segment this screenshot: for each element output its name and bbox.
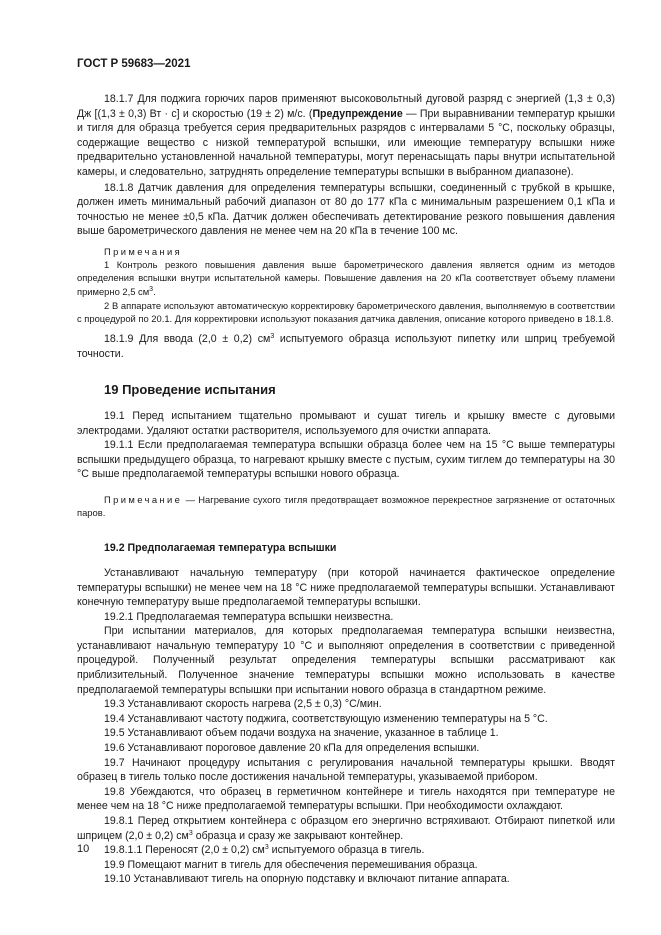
paragraph-18-1-7 <box>77 92 615 180</box>
paragraph-text: — При выравнивании температур крышки и тигля для образца требуется серия предварительных разрядов с интервалами 5 °С, поскольку образцы, содержащие вещество с низкой температурой вспышки, или имеющие температуру вспышки ниже предварительно установленной начальной температуры, могут перенасыщать пары внутри испытательной камеры, и следовательно, затруднять определение температуры вспышки в выбранном диапазоне). <box>77 107 616 178</box>
paragraph-19-1: 19.1 Перед испытанием тщательно промывают и сушат тигель и крышку вместе с дуговыми электродами. Удаляют остатки растворителя, используемого для очистки аппарата. <box>77 409 615 437</box>
paragraph-19-4: 19.4 Устанавливают частоту поджига, соответствующую изменению температуры на 5 °С. <box>104 712 548 725</box>
paragraph-19-2-1: 19.2.1 Предполагаемая температура вспышки неизвестна. <box>104 610 394 623</box>
paragraph-19-6: 19.6 Устанавливают пороговое давление 20 кПа для определения вспышки. <box>104 742 480 755</box>
paragraph-text: испытуемого образца в тигель. <box>268 844 425 857</box>
paragraph-text: образца и сразу же закрывают контейнер. <box>192 829 404 842</box>
note-2: 2 В аппарате используют автоматическую корректировку барометрического давления, выполняемую в соответствии с процедурой по 20.1. Для корректировки используют показания датчика давления, описание которого приведено в 18.1.8. <box>77 299 615 324</box>
paragraph-19-2-1-text: При испытании материалов, для которых предполагаемая температура вспышки неизвестна, устанавливают начальную температуру 10 °С и выполняют определения в соответствии с приведенной процедурой. Полученный результат определения температуры вспышки рассматривают как приблизительный. Полученное значение температуры вспышки можно использовать в качестве предполагаемой температуры вспышки при испытании нового образца в стандартном режиме. <box>77 625 615 696</box>
standard-header: ГОСТ Р 59683—2021 <box>77 58 191 70</box>
paragraph-19-7: 19.7 Начинают процедуру испытания с регулирования начальной температуры крышки. Вводят образец в тигель только после достижения начальной температуры, указываемой прибором. <box>77 756 615 784</box>
superscript: 3 <box>264 844 269 852</box>
note-text: 1 Контроль резкого повышения давления выше барометрического давления является одним из методов определения вспышки внутри испытательной камеры. Повышение давления на 20 кПа соответствует объему пламени примерно 2,5 см <box>77 259 615 297</box>
paragraph-text: 19.8.1 Перед открытием контейнера с образцом его энергично встряхивают. Отбирают пипеткой или шприцем (2,0 ± 0,2) см <box>77 815 615 842</box>
subsection-title: 19.2 Предполагаемая температура вспышки <box>104 542 337 555</box>
paragraph-19-3: 19.3 Устанавливают скорость нагрева (2,5 ± 0,3) °С/мин. <box>104 698 382 711</box>
paragraph-18-1-9 <box>77 332 615 361</box>
paragraph-18-1-8: 18.1.8 Датчик давления для определения температуры вспышки, соединенный с трубкой в крышке, должен иметь минимальный рабочий диапазон от 80 до 177 кПа с минимальным разрешением 0,1 кПа и точностью не менее ±0,5 кПа. Датчик должен обеспечивать детектирование резкого повышения давления выше барометрического давления не менее чем на 20 кПа в течение 100 мс. <box>77 181 615 238</box>
document-body <box>77 92 615 887</box>
paragraph-text: 18.1.7 Для поджига горючих паров применяют высоковольтный дуговой разряд с энергией (1,3 ± 0,3) Дж [(1,3 ± 0,3) Вт · с] и скоростью (19 ± 2) м/с. ( <box>77 93 615 120</box>
note-3 <box>77 493 615 519</box>
paragraph-19-9: 19.9 Помещают магнит в тигель для обеспечения перемешивания образца. <box>104 858 478 871</box>
superscript: 3 <box>149 285 154 293</box>
page-number: 10 <box>77 843 90 855</box>
paragraph-text: 18.1.9 Для ввода (2,0 ± 0,2) см <box>104 333 271 346</box>
superscript: 3 <box>270 333 275 341</box>
warning-label: Предупреждение <box>312 107 403 120</box>
paragraph-text: 19.8.1.1 Переносят (2,0 ± 0,2) см <box>104 844 265 857</box>
note-text: . <box>153 285 156 297</box>
paragraph-19-8: 19.8 Убеждаются, что образец в герметичном контейнере и тигель находятся при температуре не менее чем на 18 °С ниже предполагаемой температуры вспышки. При необходимости охлаждают. <box>77 785 615 813</box>
paragraph-19-2: Устанавливают начальную температуру (при которой начинается фактическое определение температуры вспышки) не менее чем на 18 °С ниже предполагаемой температуры вспышки. Устанавливают конечную температуру выше предполагаемой температуры вспышки. <box>77 566 615 609</box>
notes-heading: Примечания <box>104 245 183 257</box>
paragraph-19-10: 19.10 Устанавливают тигель на опорную подставку и включают питание аппарата. <box>104 873 510 886</box>
superscript: 3 <box>188 829 193 837</box>
paragraph-text: испытуемого образца используют пипетку или шприц требуемой точности. <box>77 333 615 360</box>
note-label: Примечание <box>104 493 183 505</box>
section-title: 19 Проведение испытания <box>104 382 276 398</box>
paragraph-19-8-1-1 <box>77 843 615 858</box>
note-1 <box>77 258 615 298</box>
paragraph-19-8-1 <box>77 814 615 843</box>
paragraph-19-5: 19.5 Устанавливают объем подачи воздуха на значение, указанное в таблице 1. <box>104 727 499 740</box>
paragraph-19-1-1: 19.1.1 Если предполагаемая температура вспышки образца более чем на 15 °С выше температуры вспышки предыдущего образца, то нагревают крышку вместе с пустым, сухим тиглем до температуры на 30 °С выше предполагаемой температуры вспышки нового образца. <box>77 439 615 481</box>
note-text: — Нагревание сухого тигля предотвращает возможное перекрестное загрязнение от остаточных паров. <box>77 493 615 519</box>
